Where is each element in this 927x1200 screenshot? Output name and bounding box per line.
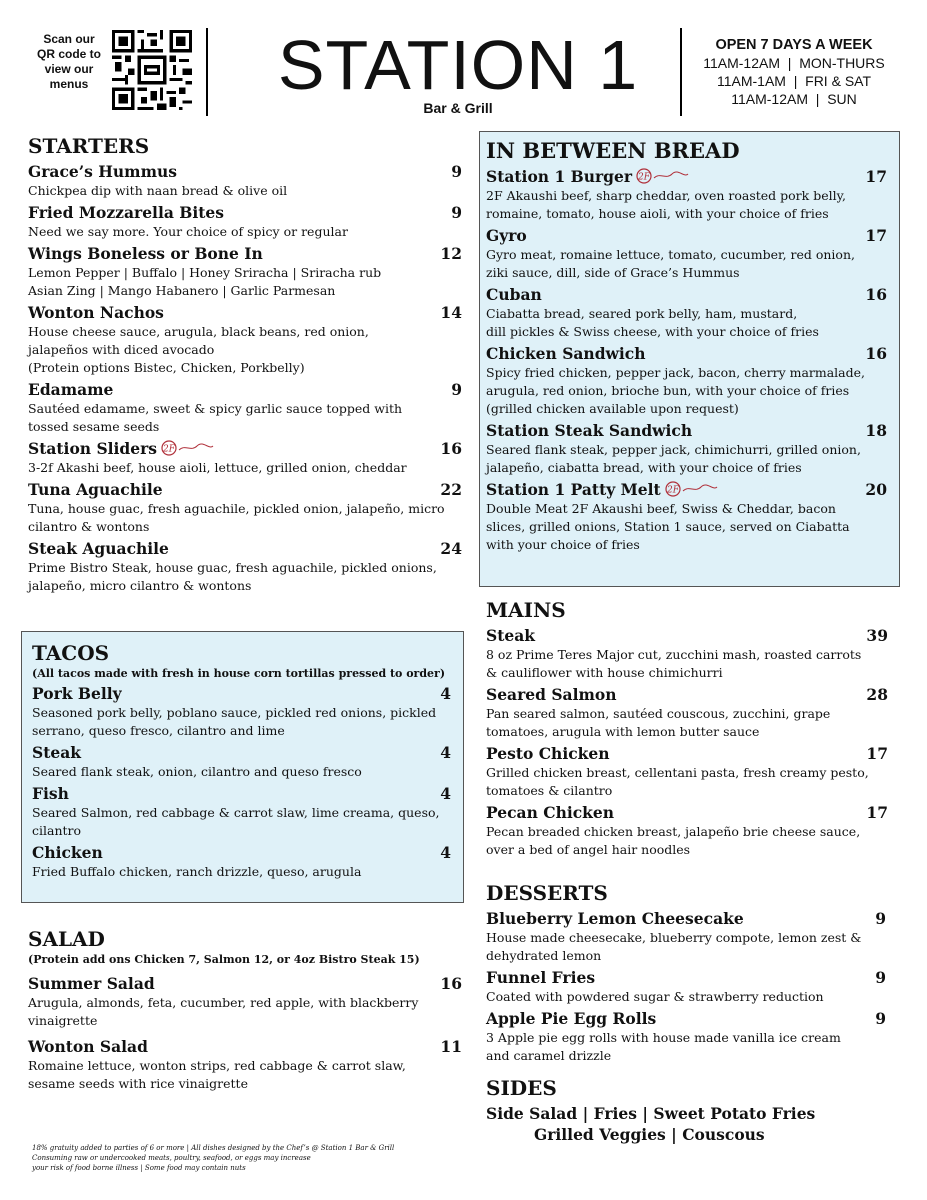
item-name: Fish [32,784,69,803]
item-price: 12 [440,244,462,263]
item-name: Grace’s Hummus [28,162,177,181]
svg-text:2F: 2F [638,172,651,183]
menu-item [28,438,462,477]
item-name: Steak Aguachile [28,539,169,558]
menu-item [486,166,887,223]
item-description: Lemon Pepper | Buffalo | Honey Sriracha | Sriracha rub Asian Zing | Mango Habanero | Garlic Parmesan [28,265,382,298]
section-mains [486,597,888,859]
section-title: SIDES [486,1076,557,1100]
item-price: 28 [866,685,888,704]
menu-item [28,1036,462,1093]
hours-line: 11AM-12AM | MON-THURS [703,55,885,71]
brand-block [228,28,688,116]
item-name: Funnel Fries [486,968,596,987]
item-name: Chicken [32,843,103,862]
menu-item [28,161,462,200]
item-name: Wonton Nachos [28,303,164,322]
item-name: Tuna Aguachile [28,480,163,499]
item-name: Fried Mozzarella Bites [28,203,225,222]
hours-title: OPEN 7 DAYS A WEEK [715,37,873,53]
menu-item [486,967,888,1006]
menu-header [28,28,900,118]
menu-item [486,743,888,800]
menu-item [28,379,462,436]
item-description: 3 Apple pie egg rolls with house made vanilla ice cream and caramel drizzle [486,1030,841,1063]
item-description: Prime Bistro Steak, house guac, fresh aguachile, pickled onions, jalapeño, micro cilantro & wontons [28,560,437,593]
item-description: Pecan breaded chicken breast, jalapeño brie cheese sauce, over a bed of angel hair noodles [486,824,861,857]
item-price: 9 [875,1009,886,1028]
menu-item [28,538,462,595]
header-divider-left [206,28,208,116]
item-name: Wings Boneless or Bone In [28,244,263,263]
item-name: Blueberry Lemon Cheesecake [486,909,744,928]
section-tacos [21,631,464,903]
item-price: 17 [866,744,888,763]
item-price: 24 [440,539,462,558]
footer-disclaimer: 18% gratuity added to parties of 6 or more | All dishes designed by the Chef’s @ Station 1 Bar & Grill Consuming raw or undercooked meats, poultry, seafood, or eggs may increase your risk of food borne illness | Some food may contain nuts [32,1144,395,1172]
item-name: Gyro [486,226,527,245]
item-description: Fried Buffalo chicken, ranch drizzle, queso, arugula [32,864,362,879]
item-description: Seared Salmon, red cabbage & carrot slaw, lime creama, queso, cilantro [32,805,440,838]
menu-item [486,684,888,741]
item-name: Summer Salad [28,974,155,993]
item-description: Seared flank steak, pepper jack, chimichurri, grilled onion, jalapeño, ciabatta bread, with your choice of fries [486,442,861,475]
item-description: 2F Akaushi beef, sharp cheddar, oven roasted pork belly, romaine, tomato, house aioli, with your choice of fries [486,188,846,221]
item-description: Need we say more. Your choice of spicy or regular [28,224,348,239]
menu-item [486,479,887,554]
item-price: 9 [875,909,886,928]
menu-item [28,479,462,536]
item-name: Edamame [28,380,114,399]
item-description: Chickpea dip with naan bread & olive oil [28,183,288,198]
section-note: (All tacos made with fresh in house corn tortillas pressed to order) [32,667,446,680]
item-description: Tuna, house guac, fresh aguachile, pickled onion, jalapeño, micro cilantro & wontons [28,501,445,534]
item-price: 17 [866,803,888,822]
item-description: Coated with powdered sugar & strawberry reduction [486,989,824,1004]
section-starters [28,133,462,595]
menu-item [486,802,888,859]
sides-list: Grilled Veggies | Couscous [534,1125,765,1144]
sides-list: Side Salad | Fries | Sweet Potato Fries [486,1104,816,1123]
item-price: 11 [440,1037,462,1056]
section-note: (Protein add ons Chicken 7, Salmon 12, or 4oz Bistro Steak 15) [28,953,420,966]
item-description: Double Meat 2F Akaushi beef, Swiss & Cheddar, bacon slices, grilled onions, Station 1 sauce, served on Ciabatta with your choice of fries [486,501,850,552]
restaurant-name: STATION 1 [277,26,639,104]
section-title: IN BETWEEN BREAD [486,138,740,163]
section-title: MAINS [486,598,566,622]
menu-item [32,683,451,740]
menu-item [28,202,462,241]
section-title: STARTERS [28,134,150,158]
item-description: Romaine lettuce, wonton strips, red cabbage & carrot slaw, sesame seeds with rice vinaigrette [28,1058,406,1091]
menu-item [486,284,887,341]
qr-code-icon[interactable] [112,30,192,110]
menu-item [486,625,888,682]
item-name: Apple Pie Egg Rolls [486,1009,657,1028]
item-name: Steak [32,743,81,762]
akaushi-beef-logo-icon [161,440,215,456]
item-description: House made cheesecake, blueberry compote, lemon zest & dehydrated lemon [486,930,862,963]
svg-text:2F: 2F [163,444,176,455]
item-price: 4 [440,684,451,703]
section-desserts [486,880,888,1065]
item-name: Station Sliders [28,439,158,458]
item-price: 17 [865,226,887,245]
item-description: 8 oz Prime Teres Major cut, zucchini mash, roasted carrots & cauliflower with house chimichurri [486,647,862,680]
hours-line: 11AM-12AM | SUN [731,91,857,107]
restaurant-subtitle: Bar & Grill [423,100,493,116]
item-price: 9 [451,380,462,399]
item-price: 4 [440,743,451,762]
section-title: TACOS [32,641,110,665]
section-sides [486,1075,888,1145]
menu-item [32,783,451,840]
menu-item [28,302,462,377]
item-price: 9 [451,162,462,181]
item-description: Grilled chicken breast, cellentani pasta, fresh creamy pesto, tomatoes & cilantro [486,765,869,798]
item-description: Gyro meat, romaine lettuce, tomato, cucumber, red onion, ziki sauce, dill, side of Grace’s Hummus [486,247,855,280]
section-salad [28,926,462,1093]
menu-item [486,343,887,418]
item-price: 22 [440,480,462,499]
item-price: 18 [865,421,887,440]
item-description: Seared flank steak, onion, cilantro and queso fresco [32,764,362,779]
item-description: Arugula, almonds, feta, cucumber, red apple, with blackberry vinaigrette [28,995,419,1028]
item-description: Pan seared salmon, sautéed couscous, zucchini, grape tomatoes, arugula with lemon butter sauce [486,706,831,739]
item-name: Pork Belly [32,684,122,703]
item-price: 17 [865,167,887,186]
item-price: 16 [865,344,887,363]
qr-caption: Scan our QR code to view our menus [36,32,101,91]
item-description: Spicy fried chicken, pepper jack, bacon, cherry marmalade, arugula, red onion, brioche bun, with your choice of fries (grilled chicken available upon request) [486,365,866,416]
menu-item [486,1008,888,1065]
section-title: SALAD [28,927,105,951]
item-name: Pesto Chicken [486,744,610,763]
item-price: 16 [440,439,462,458]
opening-hours [688,36,900,108]
item-price: 16 [865,285,887,304]
item-name: Steak [486,626,535,645]
item-name: Station 1 Burger [486,167,633,186]
hours-line: 11AM-1AM | FRI & SAT [716,73,872,89]
item-description: 3-2f Akashi beef, house aioli, lettuce, grilled onion, cheddar [28,460,407,475]
menu-item [32,842,451,881]
item-name: Pecan Chicken [486,803,615,822]
item-description: House cheese sauce, arugula, black beans, red onion, jalapeños with diced avocado (Protein options Bistec, Chicken, Porkbelly) [28,324,369,375]
item-description: Sautéed edamame, sweet & spicy garlic sauce topped with tossed sesame seeds [28,401,403,434]
item-price: 14 [440,303,462,322]
item-description: Ciabatta bread, seared pork belly, ham, mustard, dill pickles & Swiss cheese, with your choice of fries [486,306,819,339]
menu-item [486,225,887,282]
item-name: Chicken Sandwich [486,344,646,363]
akaushi-beef-logo-icon [636,168,690,184]
menu-item [28,973,462,1030]
svg-text:2F: 2F [666,485,679,496]
menu-item [28,243,462,300]
item-name: Station Steak Sandwich [486,421,693,440]
section-in-between-bread [479,131,900,587]
menu-item [486,908,888,965]
item-price: 9 [875,968,886,987]
item-price: 16 [440,974,462,993]
section-title: DESSERTS [486,881,608,905]
akaushi-beef-logo-icon [665,481,719,497]
item-price: 4 [440,843,451,862]
item-name: Seared Salmon [486,685,617,704]
item-name: Cuban [486,285,542,304]
item-price: 20 [865,480,887,499]
header-divider-right [680,28,682,116]
item-price: 39 [866,626,888,645]
item-description: Seasoned pork belly, poblano sauce, pickled red onions, pickled serrano, queso fresco, cilantro and lime [32,705,437,738]
menu-item [486,420,887,477]
item-price: 4 [440,784,451,803]
menu-item [32,742,451,781]
item-name: Station 1 Patty Melt [486,480,661,499]
item-price: 9 [451,203,462,222]
item-name: Wonton Salad [28,1037,148,1056]
